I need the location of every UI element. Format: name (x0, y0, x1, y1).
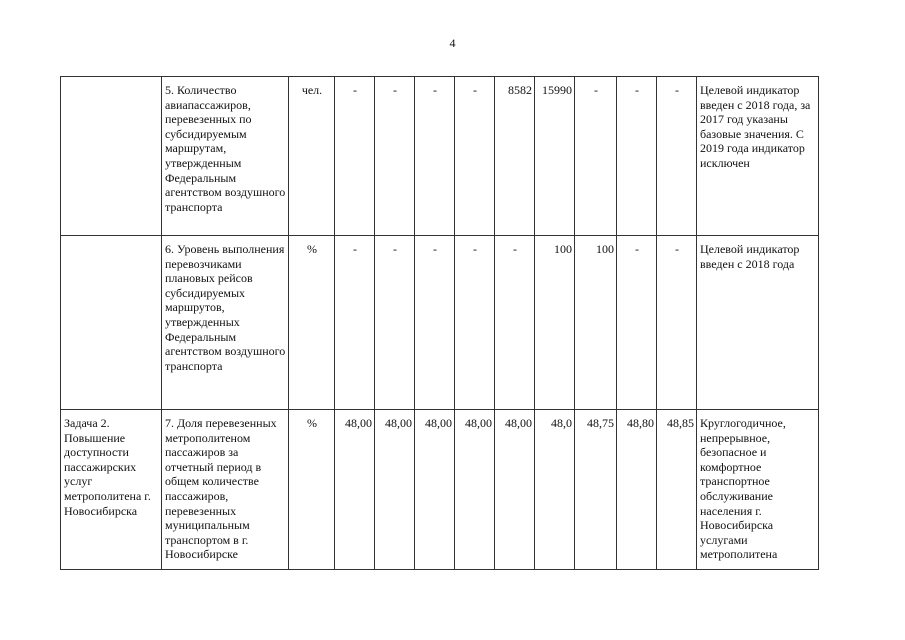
value-cell: 100 (535, 236, 575, 410)
value-cell: - (575, 77, 617, 236)
table-row (61, 236, 819, 410)
value-cell: 100 (575, 236, 617, 410)
value-cell: - (657, 236, 697, 410)
value-cell: - (375, 236, 415, 410)
value-cell: 48,00 (455, 410, 495, 570)
value-cell: - (415, 236, 455, 410)
value-cell: 48,00 (415, 410, 455, 570)
value-cell: 48,85 (657, 410, 697, 570)
value-cell: - (455, 236, 495, 410)
value-cell: - (375, 77, 415, 236)
value-cell: 48,00 (495, 410, 535, 570)
indicator-cell: 6. Уровень выполнения перевозчиками плановых рейсов субсидируемых маршрутов, утвержденных Федеральным агентством воздушного транспорта (162, 236, 289, 410)
note-cell: Круглогодичное, непрерывное, безопасное и комфортное транспортное обслуживание населения г. Новосибирска услугами метрополитена (697, 410, 819, 570)
value-cell: - (455, 77, 495, 236)
value-cell: 48,75 (575, 410, 617, 570)
value-cell: - (415, 77, 455, 236)
indicators-table (60, 76, 819, 570)
value-cell: - (335, 77, 375, 236)
indicator-cell: 5. Количество авиапассажиров, перевезенных по субсидируемым маршрутам, утвержденным Федеральным агентством воздушного транспорта (162, 77, 289, 236)
value-cell: 48,80 (617, 410, 657, 570)
unit-cell: чел. (289, 77, 335, 236)
value-cell: 15990 (535, 77, 575, 236)
value-cell: - (617, 77, 657, 236)
table-row (61, 410, 819, 570)
value-cell: 48,00 (375, 410, 415, 570)
unit-cell: % (289, 236, 335, 410)
indicator-cell: 7. Доля перевезенных метрополитеном пассажиров за отчетный период в общем количестве пассажиров, перевезенных муниципальным транспортом в г. Новосибирске (162, 410, 289, 570)
value-cell: 48,0 (535, 410, 575, 570)
task-cell (61, 236, 162, 410)
value-cell: - (335, 236, 375, 410)
page-number: 4 (449, 36, 456, 50)
task-cell: Задача 2. Повышение доступности пассажирских услуг метрополитена г. Новосибирска (61, 410, 162, 570)
unit-cell: % (289, 410, 335, 570)
table-row (61, 77, 819, 236)
value-cell: 48,00 (335, 410, 375, 570)
value-cell: - (617, 236, 657, 410)
value-cell: - (495, 236, 535, 410)
value-cell: 8582 (495, 77, 535, 236)
note-cell: Целевой индикатор введен с 2018 года, за 2017 год указаны базовые значения. С 2019 года индикатор исключен (697, 77, 819, 236)
task-cell (61, 77, 162, 236)
value-cell: - (657, 77, 697, 236)
note-cell: Целевой индикатор введен с 2018 года (697, 236, 819, 410)
